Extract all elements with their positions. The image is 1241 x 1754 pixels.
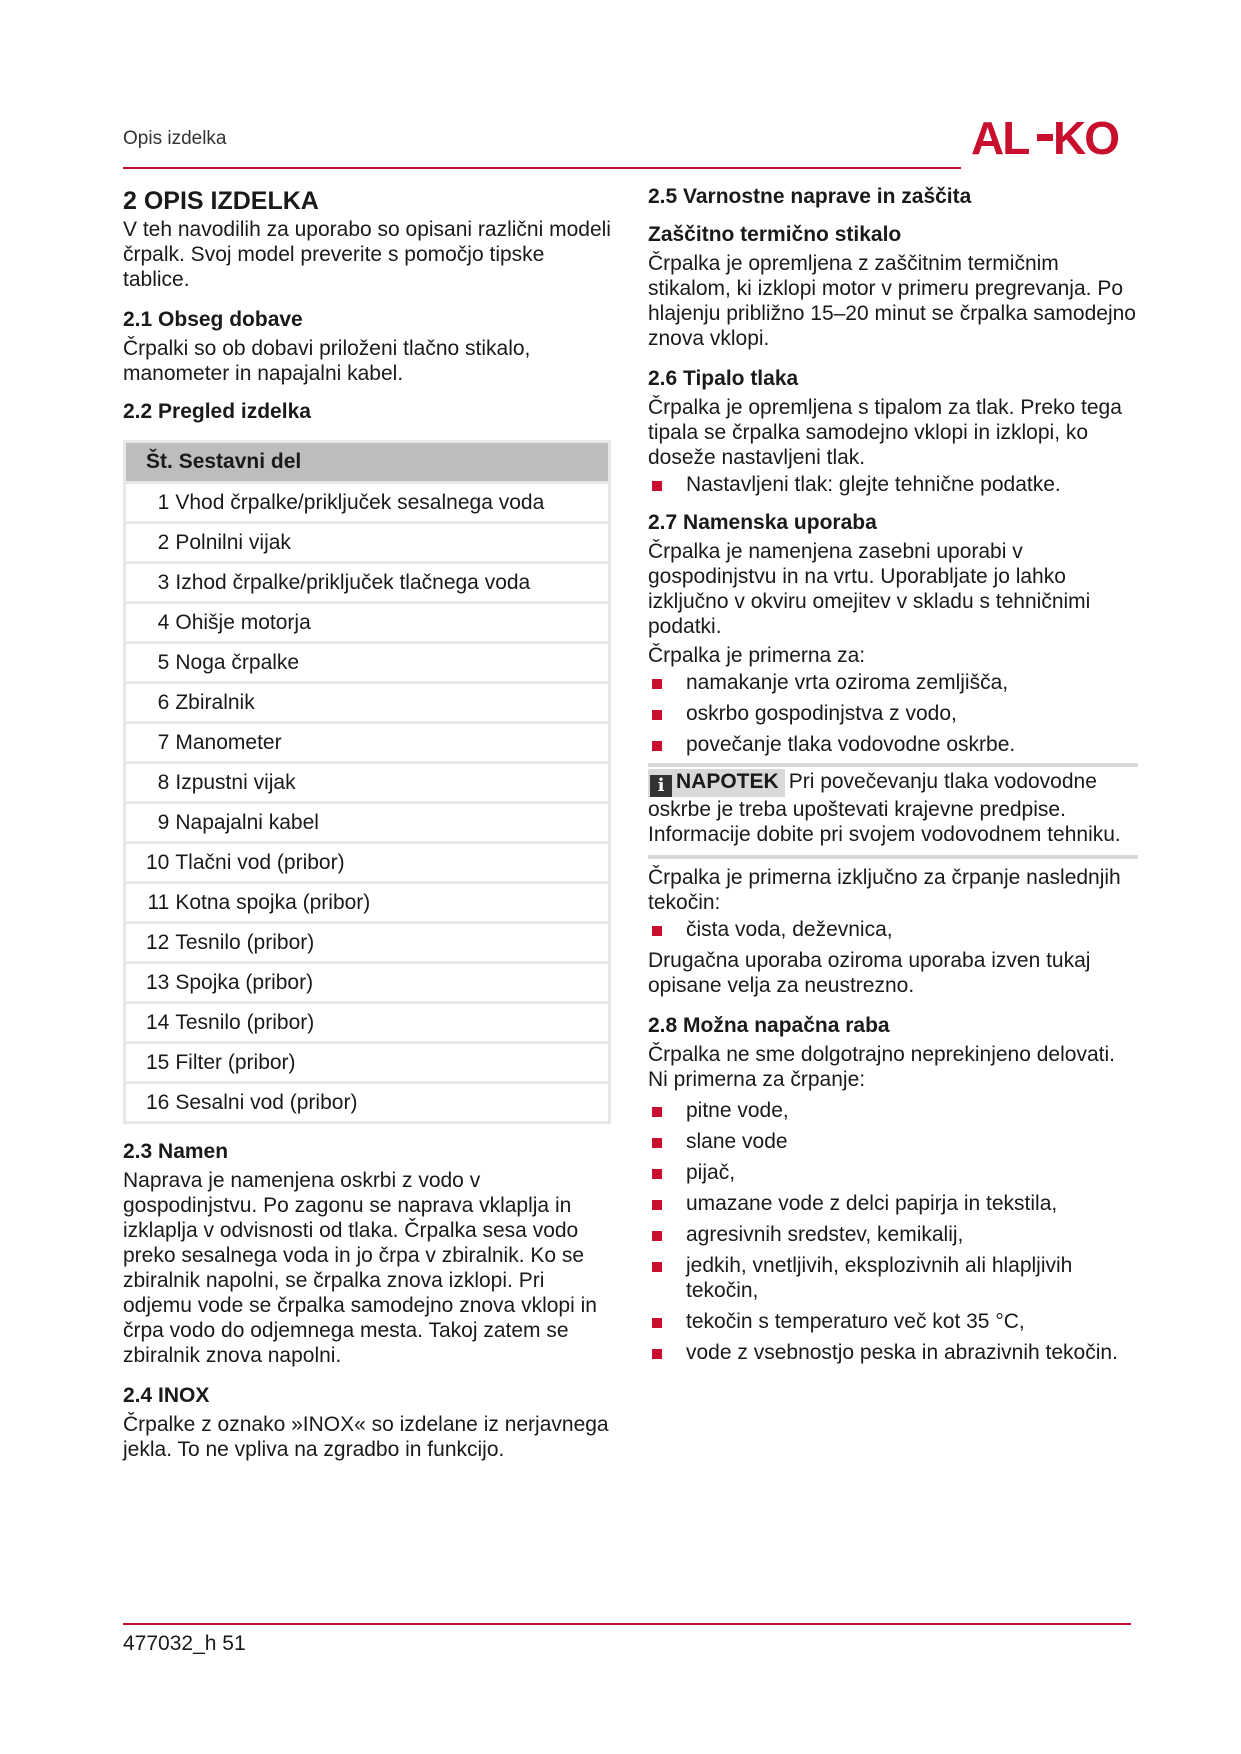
list-item-text: jedkih, vnetljivih, eksplozivnih ali hlapljivih tekočin,	[686, 1254, 1073, 1302]
part-number: 9	[126, 804, 169, 841]
section-title: 2 OPIS IZDELKA	[123, 187, 319, 215]
list-item-text: umazane vode z delci papirja in tekstila,	[686, 1192, 1058, 1215]
product-overview-heading: 2.2 Pregled izdelka	[123, 400, 311, 423]
bullet-icon	[652, 741, 662, 751]
parts-table-body	[126, 484, 608, 1121]
list-item-text: čista voda, deževnica,	[686, 918, 893, 941]
part-number: 15	[126, 1044, 169, 1081]
pressure-sensor-list	[648, 472, 1138, 497]
table-row	[126, 604, 608, 641]
part-name: Zbiralnik	[169, 684, 608, 721]
list-item	[648, 917, 1138, 942]
parts-table-header	[126, 443, 608, 481]
part-name: Spojka (pribor)	[169, 964, 608, 1001]
list-item-text: pijač,	[686, 1161, 736, 1184]
page-header-title: Opis izdelka	[123, 128, 227, 149]
part-number: 13	[126, 964, 169, 1001]
table-row	[126, 1044, 608, 1081]
info-icon: i	[650, 775, 672, 797]
other-use-text: Drugačna uporaba oziroma uporaba izven tukaj opisane velja za neustrezno.	[648, 949, 1091, 997]
misuse-list	[648, 1098, 1138, 1365]
bullet-icon	[652, 1138, 662, 1148]
list-item	[648, 1253, 1138, 1303]
list-item	[648, 670, 1138, 695]
misuse-text: Črpalka ne sme dolgotrajno neprekinjeno delovati. Ni primerna za črpanje:	[648, 1043, 1115, 1091]
list-item	[648, 1222, 1138, 1247]
suitable-for-list	[648, 670, 1138, 757]
part-number: 5	[126, 644, 169, 681]
part-name: Manometer	[169, 724, 608, 761]
list-item-text: slane vode	[686, 1130, 788, 1153]
list-item-text: povečanje tlaka vodovodne oskrbe.	[686, 733, 1016, 756]
part-number: 10	[126, 844, 169, 881]
list-item-text: vode z vsebnostjo peska in abrazivnih tekočin.	[686, 1341, 1118, 1364]
table-row	[126, 724, 608, 761]
bullet-icon	[652, 1169, 662, 1179]
section-intro: V teh navodilih za uporabo so opisani različni modeli črpalk. Svoj model preverite s pomočjo tipske tablice.	[123, 218, 611, 291]
svg-text:AL: AL	[971, 112, 1029, 162]
part-name: Izpustni vijak	[169, 764, 608, 801]
list-item	[648, 1129, 1138, 1154]
part-name: Sesalni vod (pribor)	[169, 1084, 608, 1121]
part-number: 8	[126, 764, 169, 801]
thermal-switch-subheading: Zaščitno termično stikalo	[648, 223, 902, 246]
table-row	[126, 804, 608, 841]
purpose-text: Naprava je namenjena oskrbi z vodo v gospodinjstvu. Po zagonu se naprava vklaplja in izklaplja v odvisnosti od tlaka. Črpalka sesa vodo preko sesalnega voda in jo črpa v zbiralnik. Ko se zbiralnik napolni, se črpalka znova izklopi. Pri odjemu vode se črpalka samodejno znova vklopi in črpa vodo do odjemnega mesta. Takoj zatem se zbiralnik znova napolni.	[123, 1169, 597, 1367]
table-row	[126, 564, 608, 601]
part-name: Polnilni vijak	[169, 524, 608, 561]
note-box	[648, 763, 1138, 859]
part-number: 2	[126, 524, 169, 561]
footer-divider	[123, 1623, 1131, 1625]
parts-table	[123, 440, 611, 1124]
pressure-sensor-heading: 2.6 Tipalo tlaka	[648, 367, 799, 390]
page-footer: 477032_h 51	[123, 1632, 246, 1655]
bullet-icon	[652, 926, 662, 936]
list-item	[648, 1098, 1138, 1123]
svg-text:KO: KO	[1053, 112, 1118, 162]
pressure-sensor-text: Črpalka je opremljena s tipalom za tlak. Preko tega tipala se črpalka samodejno vklopi in izklopi, ko doseže nastavljeni tlak.	[648, 396, 1122, 469]
table-row	[126, 524, 608, 561]
table-row	[126, 964, 608, 1001]
list-item-text: oskrbo gospodinjstva z vodo,	[686, 702, 957, 725]
part-name: Filter (pribor)	[169, 1044, 608, 1081]
bullet-icon	[652, 710, 662, 720]
table-row	[126, 924, 608, 961]
bullet-icon	[652, 481, 662, 491]
part-number: 1	[126, 484, 169, 521]
part-name: Tlačni vod (pribor)	[169, 844, 608, 881]
liquids-label: Črpalka je primerna izključno za črpanje naslednjih tekočin:	[648, 866, 1121, 914]
bullet-icon	[652, 1107, 662, 1117]
part-number: 14	[126, 1004, 169, 1041]
scope-of-delivery-heading: 2.1 Obseg dobave	[123, 308, 303, 331]
part-name: Napajalni kabel	[169, 804, 608, 841]
left-column	[123, 185, 613, 1462]
inox-text: Črpalke z oznako »INOX« so izdelane iz nerjavnega jekla. To ne vpliva na zgradbo in funkcijo.	[123, 1413, 609, 1461]
col-header-number: Št.	[146, 450, 173, 473]
table-row	[126, 484, 608, 521]
bullet-icon	[652, 1349, 662, 1359]
part-number: 7	[126, 724, 169, 761]
list-item	[648, 1340, 1138, 1365]
alko-logo	[971, 112, 1131, 162]
part-name: Noga črpalke	[169, 644, 608, 681]
note-label: NAPOTEK	[676, 770, 779, 793]
note-tag	[648, 769, 785, 797]
inox-heading: 2.4 INOX	[123, 1384, 210, 1407]
table-row	[126, 764, 608, 801]
right-column	[648, 183, 1138, 1371]
bullet-icon	[652, 1262, 662, 1272]
purpose-heading: 2.3 Namen	[123, 1140, 229, 1163]
list-item-text: namakanje vrta oziroma zemljišča,	[686, 671, 1009, 694]
safety-heading: 2.5 Varnostne naprave in zaščita	[648, 185, 972, 208]
list-item-text: Nastavljeni tlak: glejte tehnične podatke.	[686, 473, 1061, 496]
misuse-heading: 2.8 Možna napačna raba	[648, 1014, 890, 1037]
bullet-icon	[652, 1200, 662, 1210]
liquids-list	[648, 917, 1138, 942]
list-item-text: pitne vode,	[686, 1099, 789, 1122]
header-divider	[123, 167, 961, 169]
table-row	[126, 684, 608, 721]
table-row	[126, 1004, 608, 1041]
part-name: Vhod črpalke/priključek sesalnega voda	[169, 484, 608, 521]
table-row	[126, 644, 608, 681]
list-item	[648, 732, 1138, 757]
intended-use-heading: 2.7 Namenska uporaba	[648, 511, 877, 534]
part-number: 12	[126, 924, 169, 961]
bullet-icon	[652, 679, 662, 689]
part-name: Izhod črpalke/priključek tlačnega voda	[169, 564, 608, 601]
list-item	[648, 472, 1138, 497]
bullet-icon	[652, 1231, 662, 1241]
table-row	[126, 1084, 608, 1121]
list-item-text: tekočin s temperaturo več kot 35 °C,	[686, 1310, 1025, 1333]
part-name: Kotna spojka (pribor)	[169, 884, 608, 921]
part-number: 6	[126, 684, 169, 721]
part-name: Tesnilo (pribor)	[169, 1004, 608, 1041]
intended-use-text: Črpalka je namenjena zasebni uporabi v gospodinjstvu in na vrtu. Uporabljate jo lahko izključno v okviru omejitev v skladu s tehničnimi podatki.	[648, 540, 1091, 638]
list-item	[648, 1191, 1138, 1216]
suitable-for-label: Črpalka je primerna za:	[648, 644, 866, 667]
list-item	[648, 1309, 1138, 1334]
table-row	[126, 884, 608, 921]
part-number: 16	[126, 1084, 169, 1121]
thermal-switch-text: Črpalka je opremljena z zaščitnim termičnim stikalom, ki izklopi motor v primeru pregrevanja. Po hlajenju približno 15–20 minut se črpalka samodejno znova vklopi.	[648, 252, 1136, 350]
part-number: 11	[126, 884, 169, 921]
col-header-part: Sestavni del	[178, 450, 302, 473]
table-row	[126, 844, 608, 881]
note-text: Pri povečevanju tlaka vodovodne oskrbe je treba upoštevati krajevne predpise. Informacije dobite pri svojem vodovodnem tehniku.	[648, 770, 1121, 846]
part-number: 3	[126, 564, 169, 601]
scope-of-delivery-text: Črpalki so ob dobavi priloženi tlačno stikalo, manometer in napajalni kabel.	[123, 337, 531, 385]
list-item	[648, 701, 1138, 726]
part-name: Tesnilo (pribor)	[169, 924, 608, 961]
part-name: Ohišje motorja	[169, 604, 608, 641]
list-item	[648, 1160, 1138, 1185]
list-item-text: agresivnih sredstev, kemikalij,	[686, 1223, 964, 1246]
bullet-icon	[652, 1318, 662, 1328]
part-number: 4	[126, 604, 169, 641]
